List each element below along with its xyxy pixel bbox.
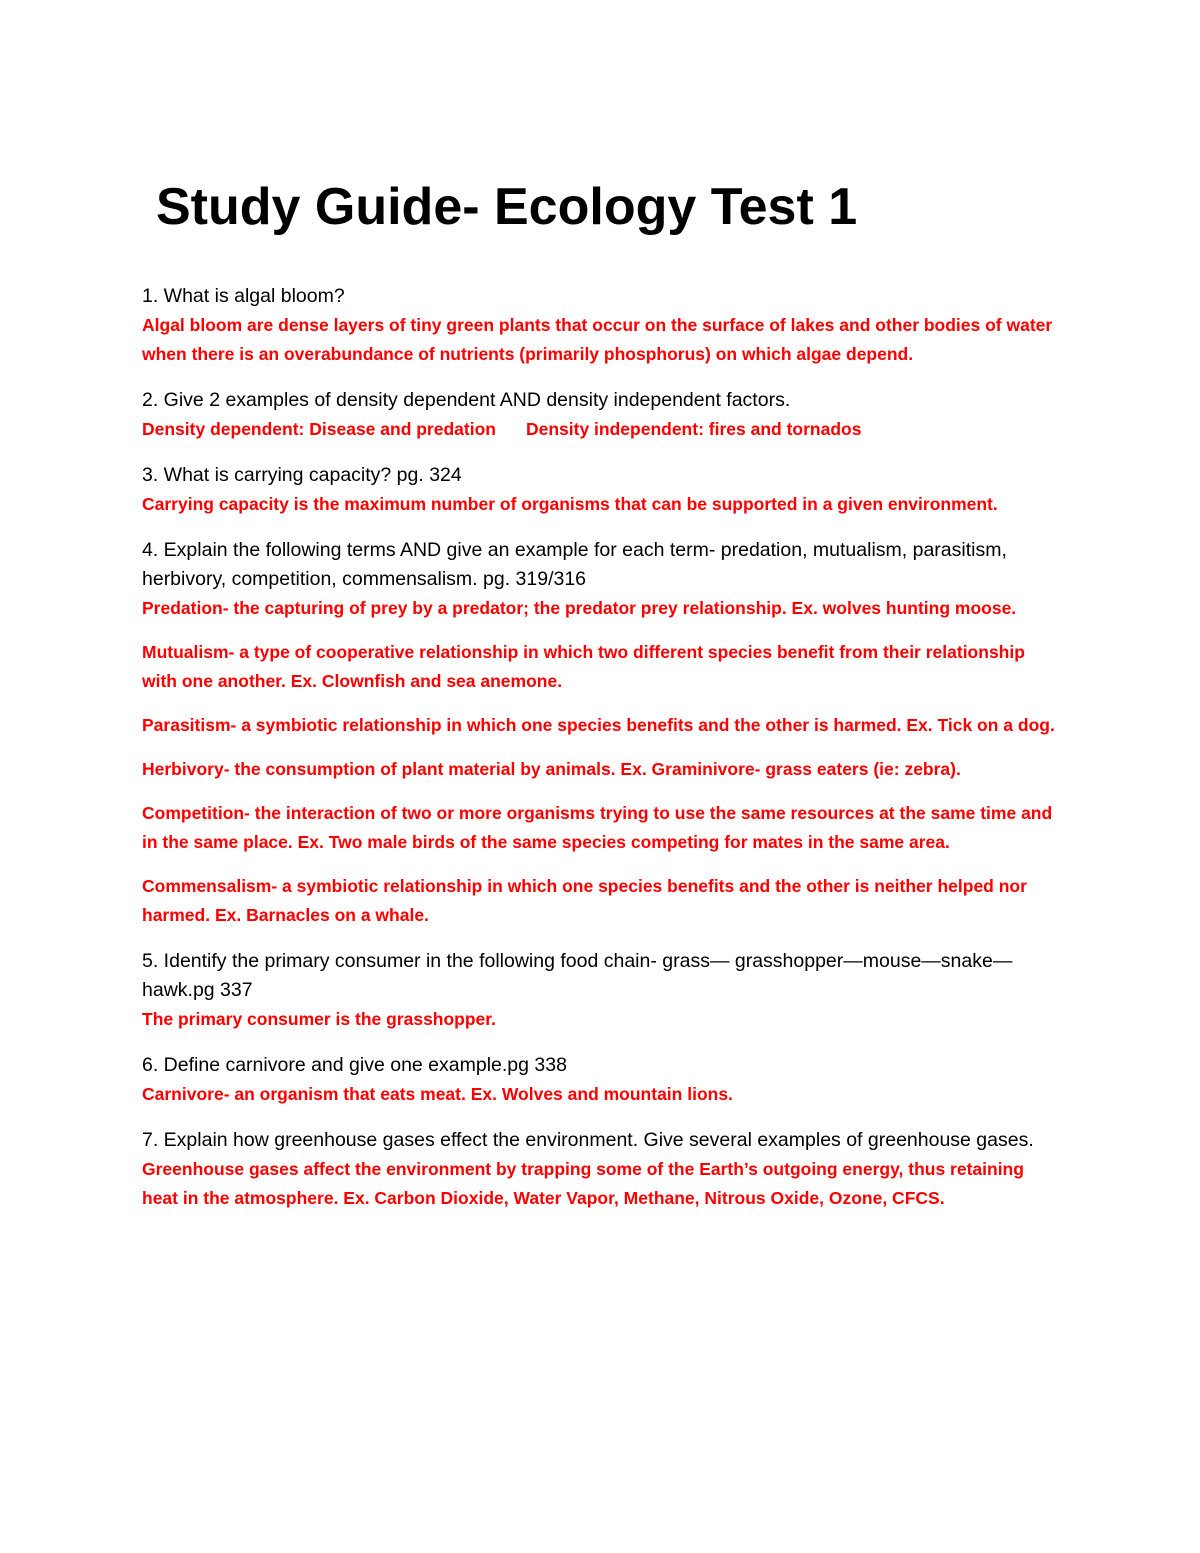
answer-mutualism: Mutualism- a type of cooperative relationship in which two different species benefit from their relationship with one another. Ex. Clownfish and sea anemone. [142, 642, 1025, 691]
question-text: 1. What is algal bloom? [142, 285, 345, 307]
question-block-5 [142, 947, 1062, 1034]
question-text: 5. Identify the primary consumer in the following food chain- grass— grasshopper—mouse—snake—hawk.pg 337 [142, 950, 1013, 1001]
question-list [142, 282, 1062, 1213]
density-dependent-answer: Density dependent: Disease and predation [142, 419, 496, 439]
question-text: 6. Define carnivore and give one example.pg 338 [142, 1054, 567, 1076]
density-independent-answer: Density independent: fires and tornados [525, 419, 862, 439]
question-block-6 [142, 1051, 1062, 1109]
answer-parasitism: Parasitism- a symbiotic relationship in which one species benefits and the other is harmed. Ex. Tick on a dog. [142, 715, 1055, 735]
answer-text: Carnivore- an organism that eats meat. Ex. Wolves and mountain lions. [142, 1084, 733, 1104]
question-text: 3. What is carrying capacity? pg. 324 [142, 464, 462, 486]
answer-herbivory: Herbivory- the consumption of plant material by animals. Ex. Graminivore- grass eaters (ie: zebra). [142, 759, 961, 779]
answer-text: Carrying capacity is the maximum number of organisms that can be supported in a given environment. [142, 494, 998, 514]
answer-pair [142, 415, 1062, 444]
question-text: 4. Explain the following terms AND give an example for each term- predation, mutualism, parasitism, herbivory, competition, commensalism. pg. 319/316 [142, 539, 1007, 590]
question-block-4 [142, 536, 1062, 930]
answer-text: Greenhouse gases affect the environment by trapping some of the Earth’s outgoing energy, thus retaining heat in the atmosphere. Ex. Carbon Dioxide, Water Vapor, Methane, Nitrous Oxide, Ozone, CFCS. [142, 1159, 1024, 1208]
question-block-1 [142, 282, 1062, 369]
question-text: 7. Explain how greenhouse gases effect the environment. Give several examples of greenhouse gases. [142, 1129, 1034, 1151]
question-text: 2. Give 2 examples of density dependent AND density independent factors. [142, 389, 791, 411]
question-block-2 [142, 386, 1062, 444]
answer-text: The primary consumer is the grasshopper. [142, 1009, 496, 1029]
answer-competition: Competition- the interaction of two or more organisms trying to use the same resources at the same time and in the same place. Ex. Two male birds of the same species competing for mates in the same area. [142, 803, 1053, 852]
question-block-7 [142, 1126, 1062, 1213]
answer-text: Algal bloom are dense layers of tiny green plants that occur on the surface of lakes and other bodies of water when there is an overabundance of nutrients (primarily phosphorus) on which algae depend. [142, 315, 1053, 364]
page-title: Study Guide- Ecology Test 1 [156, 178, 858, 236]
question-block-3 [142, 461, 1062, 519]
answer-predation: Predation- the capturing of prey by a predator; the predator prey relationship. Ex. wolves hunting moose. [142, 598, 1017, 618]
answer-commensalism: Commensalism- a symbiotic relationship in which one species benefits and the other is neither helped nor harmed. Ex. Barnacles on a whale. [142, 876, 1027, 925]
